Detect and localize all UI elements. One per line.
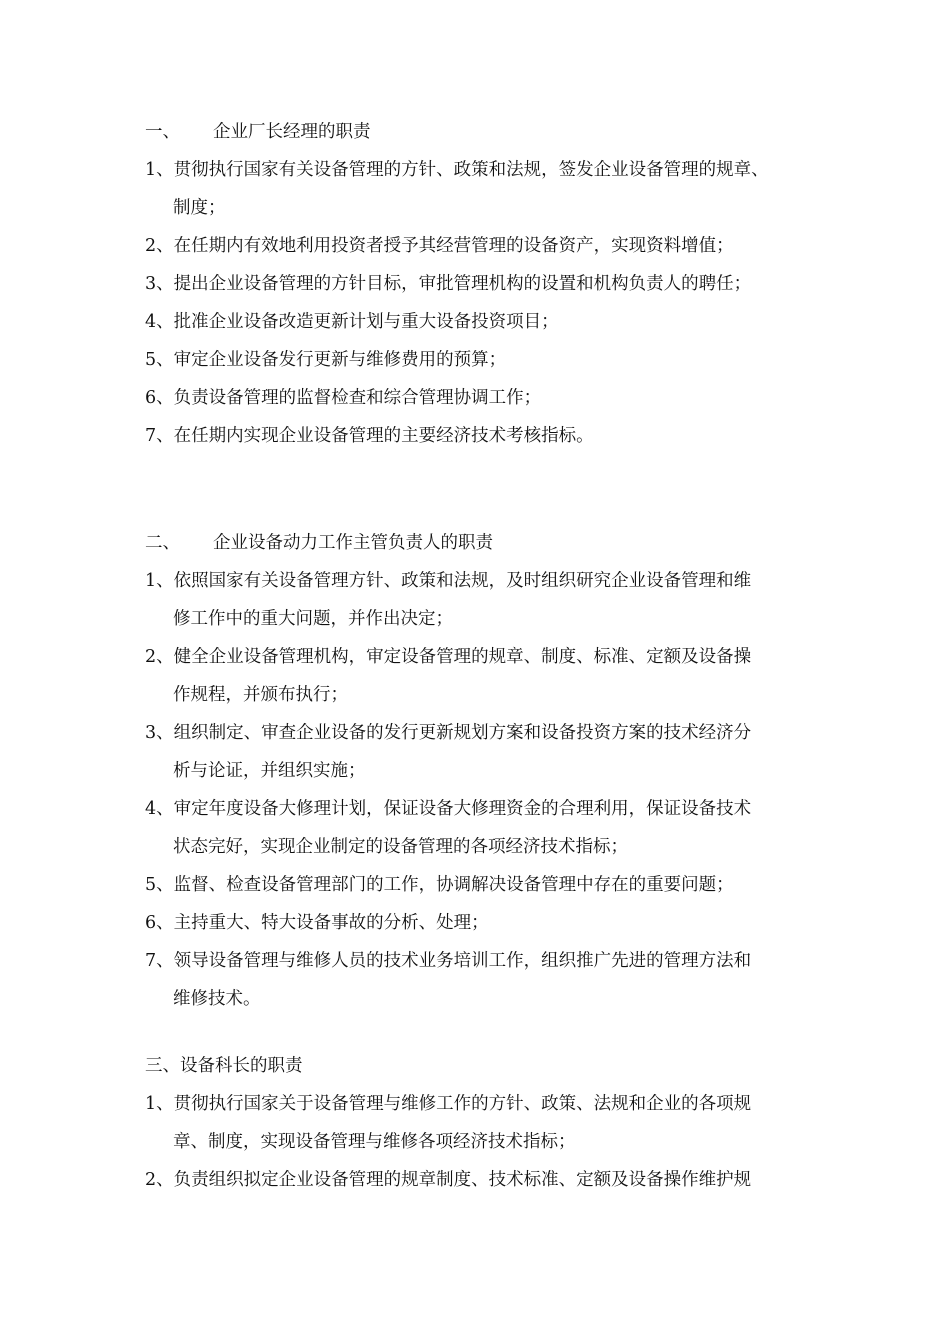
section-title: 企业厂长经理的职责	[213, 122, 371, 142]
list-item-text: 5、监督、检查设备管理部门的工作，协调解决设备管理中存在的重要问题；	[145, 875, 734, 895]
list-item-text: 6、主持重大、特大设备事故的分析、处理；	[145, 913, 489, 933]
list-item	[145, 341, 825, 379]
list-item	[145, 151, 825, 227]
list-item	[145, 638, 825, 714]
list-item-continuation: 状态完好，实现企业制定的设备管理的各项经济技术指标；	[173, 837, 628, 857]
list-item-text: 5、审定企业设备发行更新与维修费用的预算；	[145, 350, 507, 370]
list-item	[145, 227, 825, 265]
list-item	[145, 714, 825, 790]
list-item	[145, 303, 825, 341]
list-item-continuation: 章、制度，实现设备管理与维修各项经济技术指标；	[173, 1132, 576, 1152]
list-item-text: 6、负责设备管理的监督检查和综合管理协调工作；	[145, 388, 542, 408]
list-item	[145, 904, 825, 942]
list-item	[145, 1161, 825, 1199]
section-2	[145, 524, 825, 1018]
section-number: 一、	[145, 122, 180, 142]
section-heading	[145, 1047, 825, 1085]
list-item-continuation: 析与论证，并组织实施；	[173, 761, 366, 781]
list-item	[145, 790, 825, 866]
list-item	[145, 265, 825, 303]
section-3	[145, 1047, 825, 1199]
list-item	[145, 942, 825, 1018]
list-item-text: 1、贯彻执行国家有关设备管理的方针、政策和法规，签发企业设备管理的规章、	[145, 160, 769, 180]
section-number: 二、	[145, 533, 180, 553]
list-item-continuation: 作规程，并颁布执行；	[173, 685, 348, 705]
list-item-text: 4、批准企业设备改造更新计划与重大设备投资项目；	[145, 312, 559, 332]
list-item	[145, 1085, 825, 1161]
list-item-continuation: 制度；	[173, 198, 226, 218]
list-item	[145, 866, 825, 904]
section-title: 设备科长的职责	[180, 1056, 303, 1076]
list-item	[145, 562, 825, 638]
list-item-text: 4、审定年度设备大修理计划，保证设备大修理资金的合理利用，保证设备技术	[145, 799, 752, 819]
list-item-continuation: 修工作中的重大问题，并作出决定；	[173, 609, 453, 629]
list-item-continuation: 维修技术。	[173, 989, 261, 1009]
section-title: 企业设备动力工作主管负责人的职责	[213, 533, 493, 553]
list-item-text: 2、负责组织拟定企业设备管理的规章制度、技术标准、定额及设备操作维护规	[145, 1170, 752, 1190]
list-item-text: 1、依照国家有关设备管理方针、政策和法规，及时组织研究企业设备管理和维	[145, 571, 752, 591]
section-heading	[145, 524, 825, 562]
list-item-text: 2、在任期内有效地利用投资者授予其经营管理的设备资产，实现资料增值；	[145, 236, 734, 256]
list-item-text: 1、贯彻执行国家关于设备管理与维修工作的方针、政策、法规和企业的各项规	[145, 1094, 752, 1114]
list-item-text: 3、组织制定、审查企业设备的发行更新规划方案和设备投资方案的技术经济分	[145, 723, 752, 743]
section-1	[145, 113, 825, 455]
list-item	[145, 379, 825, 417]
list-item	[145, 417, 825, 455]
list-item-text: 7、在任期内实现企业设备管理的主要经济技术考核指标。	[145, 426, 594, 446]
list-item-text: 7、领导设备管理与维修人员的技术业务培训工作，组织推广先进的管理方法和	[145, 951, 752, 971]
section-number: 三、	[145, 1056, 180, 1076]
section-heading	[145, 113, 825, 151]
list-item-text: 2、健全企业设备管理机构，审定设备管理的规章、制度、标准、定额及设备操	[145, 647, 752, 667]
list-item-text: 3、提出企业设备管理的方针目标，审批管理机构的设置和机构负责人的聘任；	[145, 274, 752, 294]
